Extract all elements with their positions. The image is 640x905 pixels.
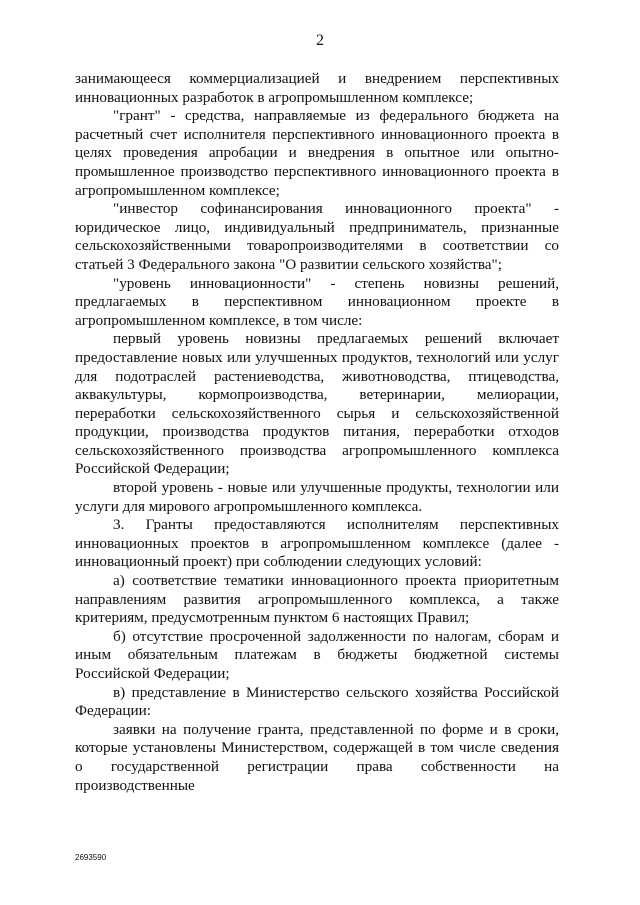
paragraph-second-level: второй уровень - новые или улучшенные продукты, технологии или услуги для мирового агропромышленного комплекса.	[75, 479, 559, 515]
paragraph-definition-grant: "грант" - средства, направляемые из федерального бюджета на расчетный счет исполнителя перспективного инновационного проекта в целях проведения апробации и внедрения в опытное или опытно-промышленное производство перспективного инновационного проекта в агропромышленном комплексе;	[75, 107, 559, 199]
paragraph-condition-a: а) соответствие тематики инновационного проекта приоритетным направлениям развития агропромышленного комплекса, а также критериям, предусмотренным пунктом 6 настоящих Правил;	[75, 572, 559, 627]
paragraph-application: заявки на получение гранта, представленной по форме и в сроки, которые установлены Министерством, содержащей в том числе сведения о государственной регистрации права собственности на производственные	[75, 720, 559, 794]
paragraph-first-level: первый уровень новизны предлагаемых решений включает предоставление новых или улучшенных продуктов, технологий или услуг для подотраслей растениеводства, животноводства, птицеводства, аквакультуры, кормопроизводства, ветеринарии, мелиорации, переработки сельскохозяйственного сырья и сельскохозяйственной продукции, производства продуктов питания, переработки отходов сельскохозяйственного производства агропромышленного комплекса Российской Федерации;	[75, 330, 559, 478]
page-number: 2	[316, 32, 324, 49]
paragraph-clause-3: 3. Гранты предоставляются исполнителям перспективных инновационных проектов в агропромышленном комплексе (далее - инновационный проект) при соблюдении следующих условий:	[75, 516, 559, 571]
document-code: 2693590	[75, 853, 107, 862]
paragraph-condition-b: б) отсутствие просроченной задолженности по налогам, сборам и иным обязательным платежам в бюджеты бюджетной системы Российской Федерации;	[75, 627, 559, 682]
document-body	[75, 70, 559, 795]
paragraph-definition-innovation-level: "уровень инновационности" - степень новизны решений, предлагаемых в перспективном инновационном проекте в агропромышленном комплексе, в том числе:	[75, 274, 559, 329]
paragraph-continuation: занимающееся коммерциализацией и внедрением перспективных инновационных разработок в агропромышленном комплексе;	[75, 70, 559, 106]
paragraph-definition-investor: "инвестор софинансирования инновационного проекта" - юридическое лицо, индивидуальный предприниматель, признанные сельскохозяйственными товаропроизводителями в соответствии со статьей 3 Федерального закона "О развитии сельского хозяйства";	[75, 200, 559, 273]
paragraph-condition-c: в) представление в Министерство сельского хозяйства Российской Федерации:	[75, 683, 559, 720]
